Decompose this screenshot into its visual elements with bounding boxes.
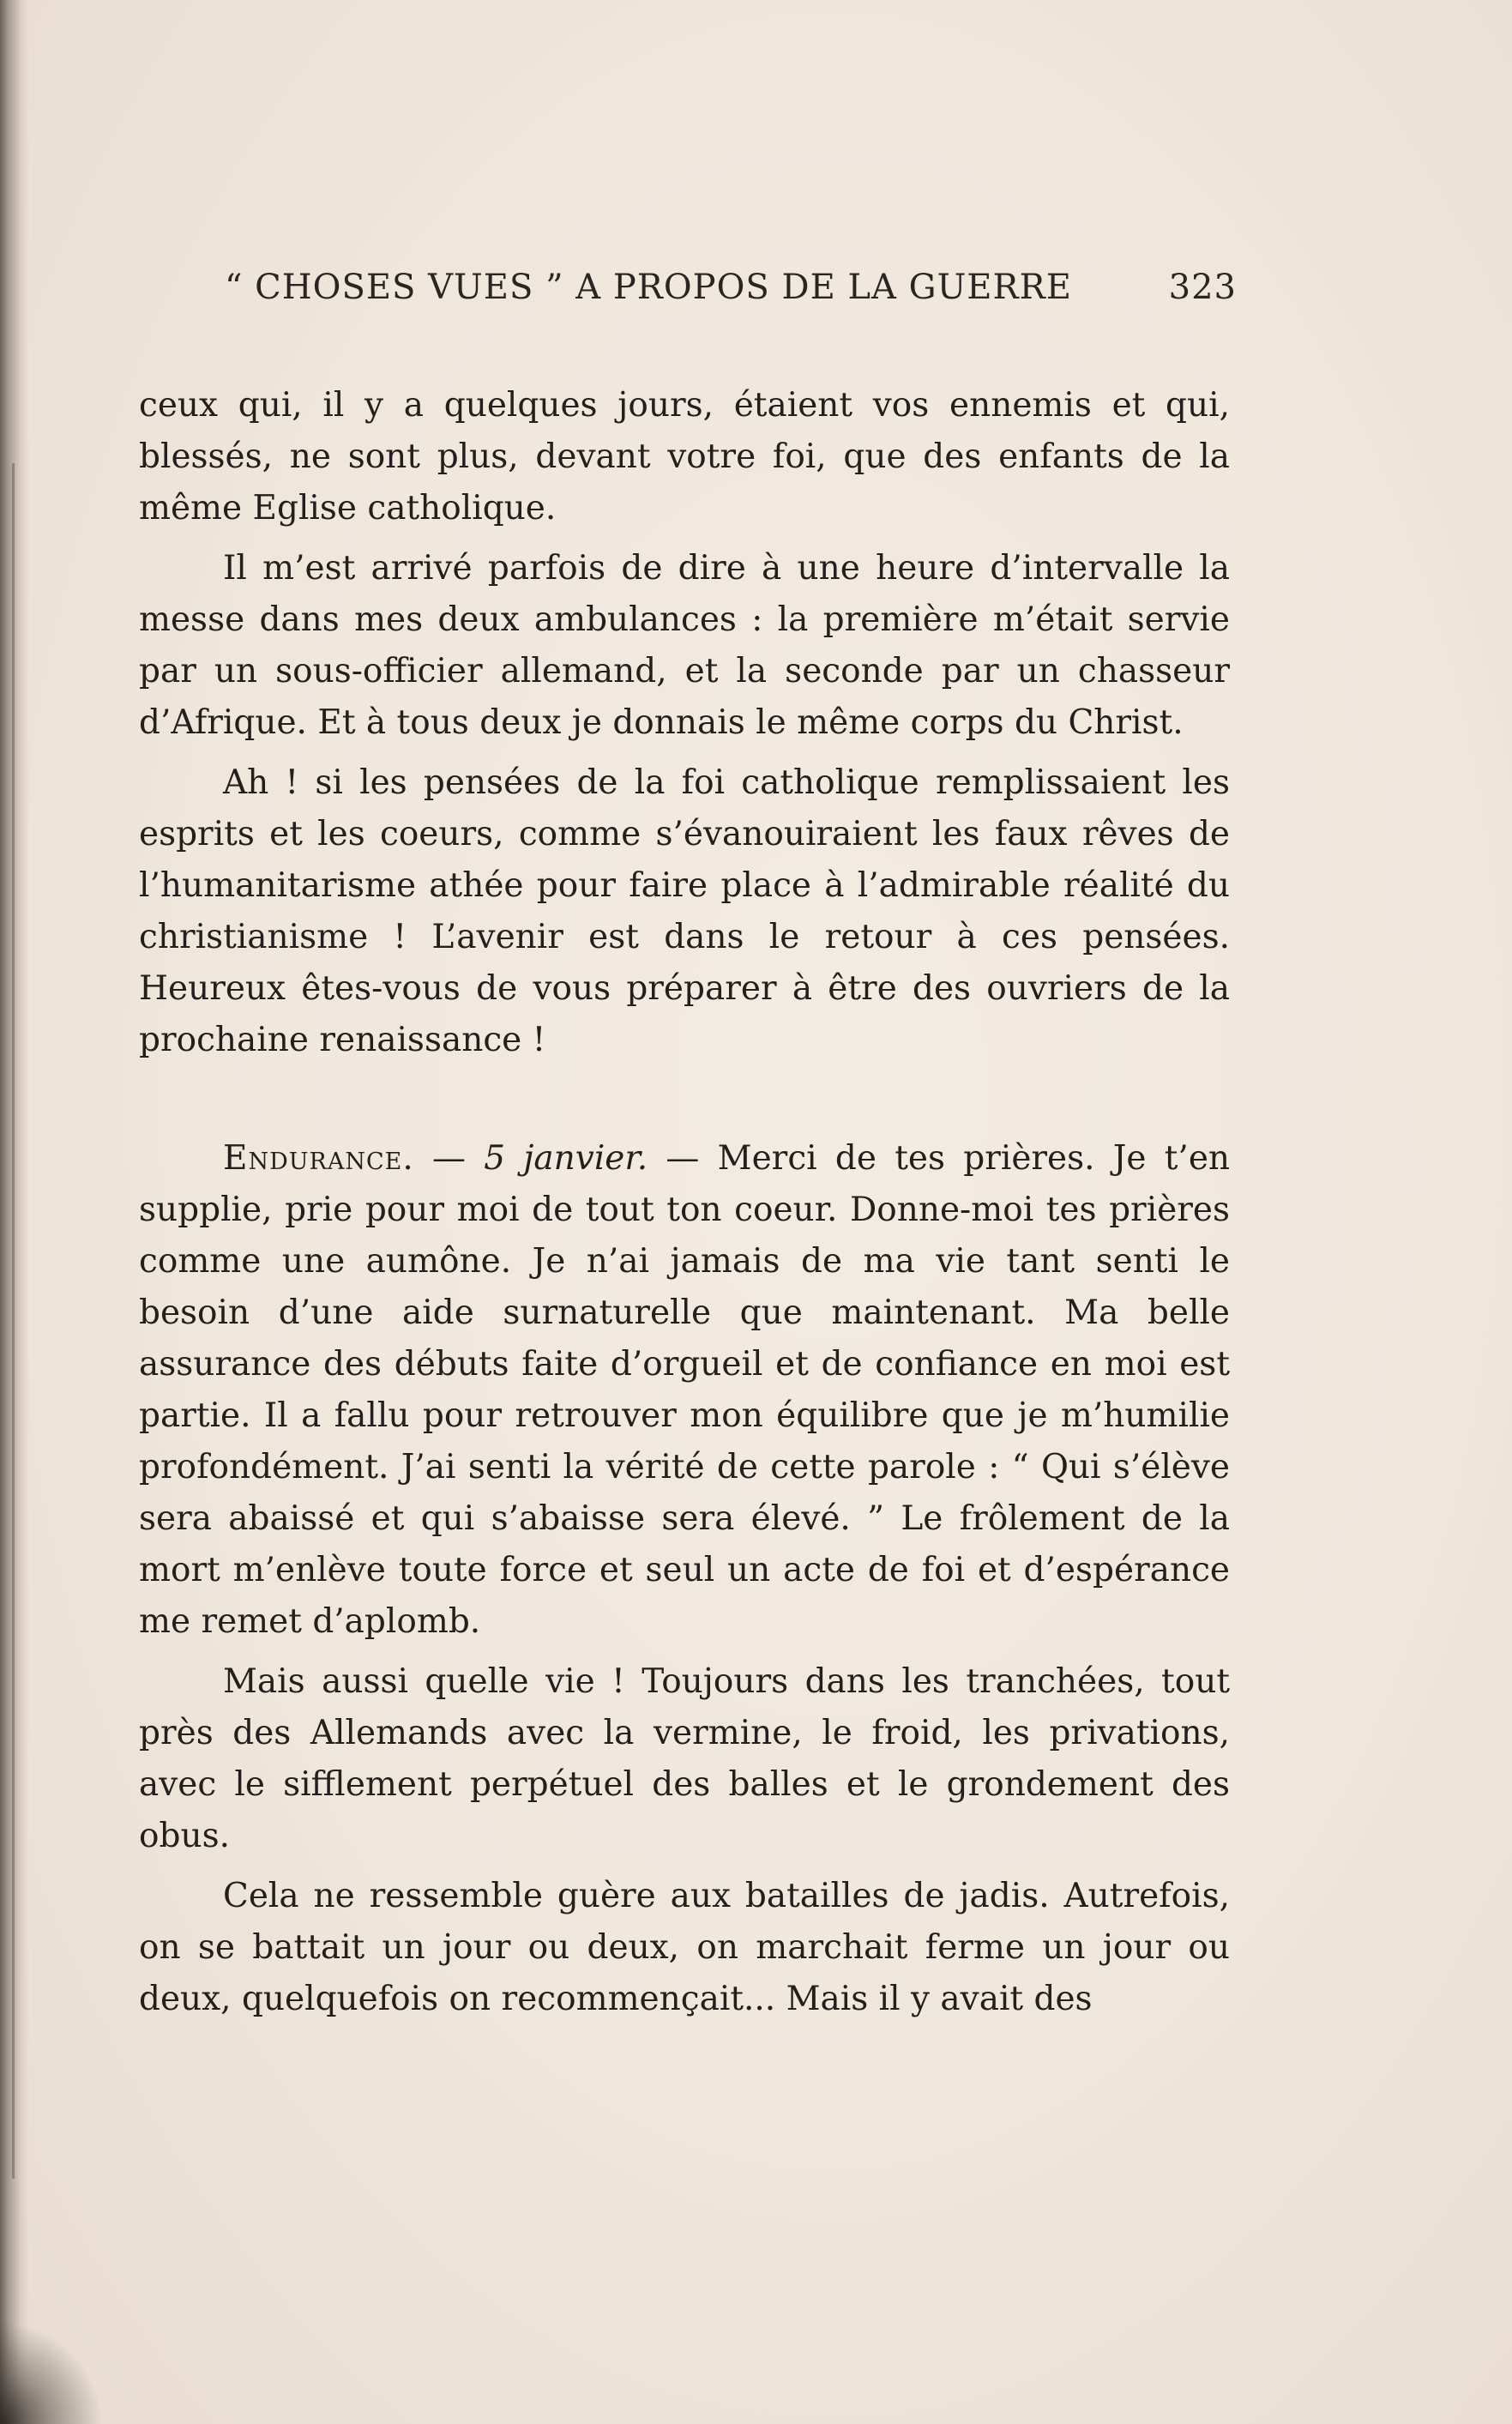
- dash: —: [648, 1139, 718, 1178]
- paragraph-2: Il m’est arrivé parfois de dire à une heure d’intervalle la messe dans mes deux ambulances : la première m’était servie par un sous-officier allemand, et la seconde par un chasseur d’Afrique. Et à tous deux je donnais le même corps du Christ.: [139, 549, 1230, 742]
- body-text: [139, 380, 1230, 2025]
- paragraph-4-text: Merci de tes prières. Je t’en supplie, prie pour moi de tout ton coeur. Donne-moi tes prières comme une aumône. Je n’ai jamais de ma vie tant senti le besoin d’une aide surnaturelle que maintenant. Ma belle assurance des débuts faite d’orgueil et de confiance en moi est partie. Il a fallu pour retrouver mon équilibre que je m’humilie profondément. J’ai senti la vérité de cette parole : “ Qui s’élève sera abaissé et qui s’abaisse sera élevé. ” Le frôlement de la mort m’enlève toute force et seul un acte de foi et d’espérance me remet d’aplomb.: [139, 1139, 1231, 1641]
- corner-shadow: [0, 2321, 103, 2424]
- paragraph-4: [139, 1133, 1230, 1648]
- paragraph-6: Cela ne ressemble guère aux batailles de jadis. Autrefois, on se battait un jour ou deux, on marchait ferme un jour ou deux, quelquefois on recommençait... Mais il y avait des: [139, 1877, 1230, 2018]
- running-head: [225, 268, 1237, 307]
- entry-date: 5 janvier.: [484, 1139, 648, 1178]
- paragraph-1: ceux qui, il y a quelques jours, étaient vos ennemis et qui, blessés, ne sont plus, devant votre foi, que des enfants de la même Eglise catholique.: [139, 386, 1230, 528]
- paragraph-3: Ah ! si les pensées de la foi catholique remplissaient les esprits et les coeurs, comme s’évanouiraient les faux rêves de l’humanitarisme athée pour faire place à l’admirable réalité du christianisme ! L’avenir est dans le retour à ces pensées. Heureux êtes-vous de vous préparer à être des ouvriers de la prochaine renaissance !: [139, 763, 1230, 1059]
- paragraph-5: Mais aussi quelle vie ! Toujours dans les tranchées, tout près des Allemands avec la vermine, le froid, les privations, avec le sifflement perpétuel des balles et le grondement des obus.: [139, 1662, 1230, 1855]
- page-number: 323: [1168, 268, 1237, 307]
- gutter-shadow: [0, 0, 29, 2424]
- running-title: “ CHOSES VUES ” A PROPOS DE LA GUERRE: [225, 268, 1072, 307]
- gutter-line: [12, 463, 15, 2179]
- section-heading: Endurance.: [223, 1139, 414, 1178]
- dash: —: [413, 1139, 485, 1178]
